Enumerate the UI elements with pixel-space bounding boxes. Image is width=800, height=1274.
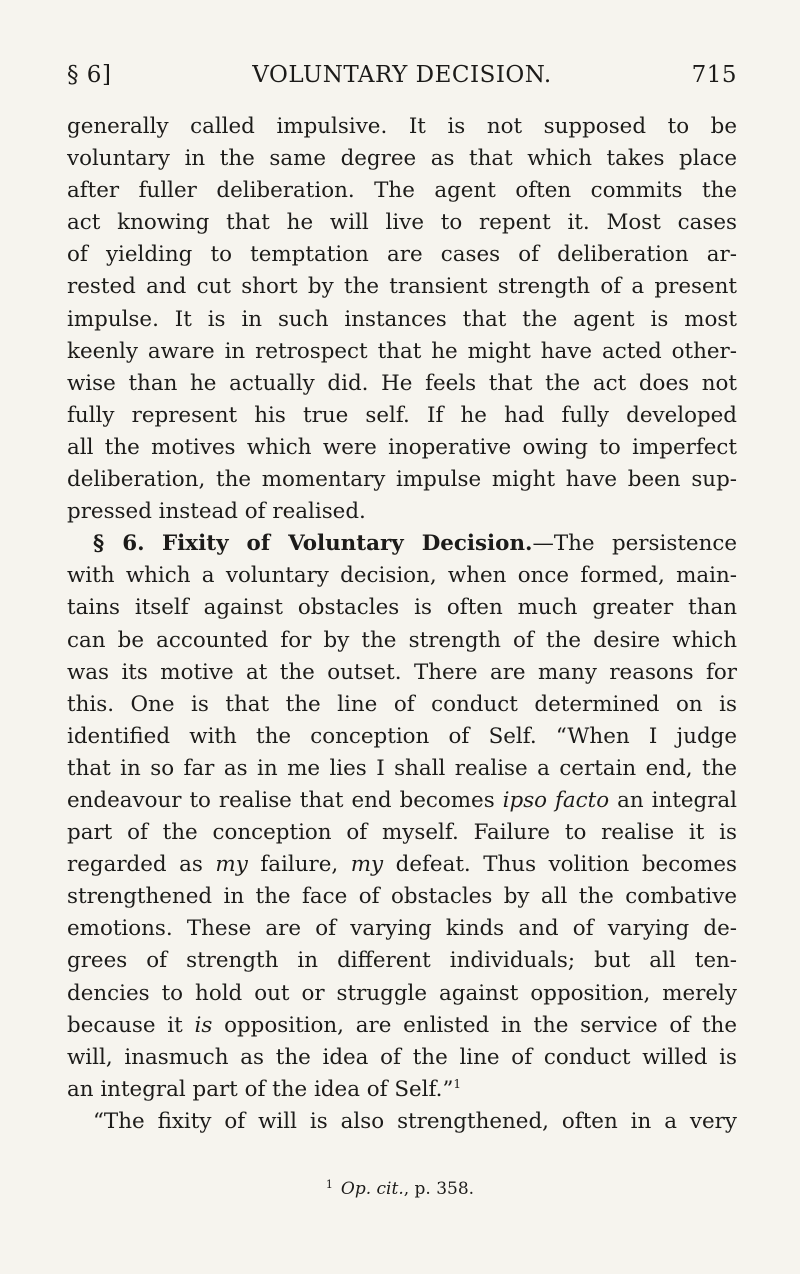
text-line: fully represent his true self. If he had fully developed xyxy=(67,402,737,428)
section-heading-line xyxy=(67,528,737,560)
chapter-title: VOLUNTARY DECISION. xyxy=(252,62,552,88)
text-run: an integral part of the idea of Self.” xyxy=(67,1076,454,1102)
page-number: 715 xyxy=(691,62,737,88)
text-line xyxy=(67,785,737,817)
text-line: deliberation, the momentary impulse might have been sup- xyxy=(67,467,737,493)
section-marker: § 6] xyxy=(67,62,112,88)
text-line: strengthened in the face of obstacles by all the combative xyxy=(67,884,737,910)
text-line: tains itself against obstacles is often much greater than xyxy=(67,595,737,621)
footnote-page: , p. 358. xyxy=(403,1179,475,1199)
text-line: after fuller deliberation. The agent often commits the xyxy=(67,178,737,204)
text-line: can be accounted for by the strength of the desire which xyxy=(67,627,737,653)
text-line xyxy=(67,1010,737,1042)
text-line: part of the conception of myself. Failure to realise it is xyxy=(67,820,737,846)
text-line xyxy=(67,849,737,881)
footnote-marker: 1 xyxy=(325,1178,333,1191)
text-run: —The persistence xyxy=(532,531,737,557)
footnote-reference: 1 xyxy=(453,1076,462,1091)
text-line: that in so far as in me lies I shall realise a certain end, the xyxy=(67,755,737,781)
text-line: act knowing that he will live to repent it. Most cases xyxy=(67,210,737,236)
text-line: “The fixity of will is also strengthened, often in a very xyxy=(93,1108,737,1134)
text-line: dencies to hold out or struggle against opposition, merely xyxy=(67,980,737,1006)
text-run: failure, xyxy=(260,852,339,878)
text-line: identified with the conception of Self. “When I judge xyxy=(67,723,737,749)
running-head xyxy=(67,62,737,94)
text-line: impulse. It is in such instances that the agent is most xyxy=(67,306,737,332)
section-heading: Fixity of Voluntary Decision. xyxy=(162,531,533,557)
body-text xyxy=(67,111,737,1138)
text-line: of yielding to temptation are cases of deliberation ar- xyxy=(67,242,737,268)
section-number: § 6. xyxy=(93,531,145,557)
text-line: voluntary in the same degree as that which takes place xyxy=(67,146,737,172)
text-run: an integral xyxy=(617,787,737,813)
text-line: with which a voluntary decision, when once formed, main- xyxy=(67,563,737,589)
italic-word: is xyxy=(194,1012,213,1038)
italic-word: my xyxy=(350,852,384,878)
text-run: defeat. Thus volition becomes xyxy=(395,852,737,878)
text-line: generally called impulsive. It is not supposed to be xyxy=(67,114,737,139)
italic-word: my xyxy=(215,852,248,878)
text-run: because it xyxy=(67,1012,183,1038)
text-line: this. One is that the line of conduct determined on is xyxy=(67,691,737,717)
text-line: grees of strength in different individuals; but all ten- xyxy=(67,948,737,974)
text-line: will, inasmuch as the idea of the line of conduct willed is xyxy=(67,1044,737,1070)
text-line: all the motives which were inoperative owing to imperfect xyxy=(67,434,737,460)
footnote xyxy=(0,1178,800,1199)
footnote-citation: Op. cit. xyxy=(340,1179,404,1199)
text-line: was its motive at the outset. There are many reasons for xyxy=(67,659,737,685)
text-run: opposition, are enlisted in the service of the xyxy=(224,1012,737,1038)
text-line: wise than he actually did. He feels that the act does not xyxy=(67,370,737,396)
text-run: endeavour to realise that end becomes xyxy=(67,787,495,813)
text-line: pressed instead of realised. xyxy=(67,499,366,525)
text-line: emotions. These are of varying kinds and of varying de- xyxy=(67,916,737,942)
text-run: regarded as xyxy=(67,852,203,878)
text-line xyxy=(67,1074,737,1106)
italic-phrase: ipso facto xyxy=(502,787,610,813)
text-line: keenly aware in retrospect that he might have acted other- xyxy=(67,338,737,364)
text-line: rested and cut short by the transient strength of a present xyxy=(67,274,737,300)
